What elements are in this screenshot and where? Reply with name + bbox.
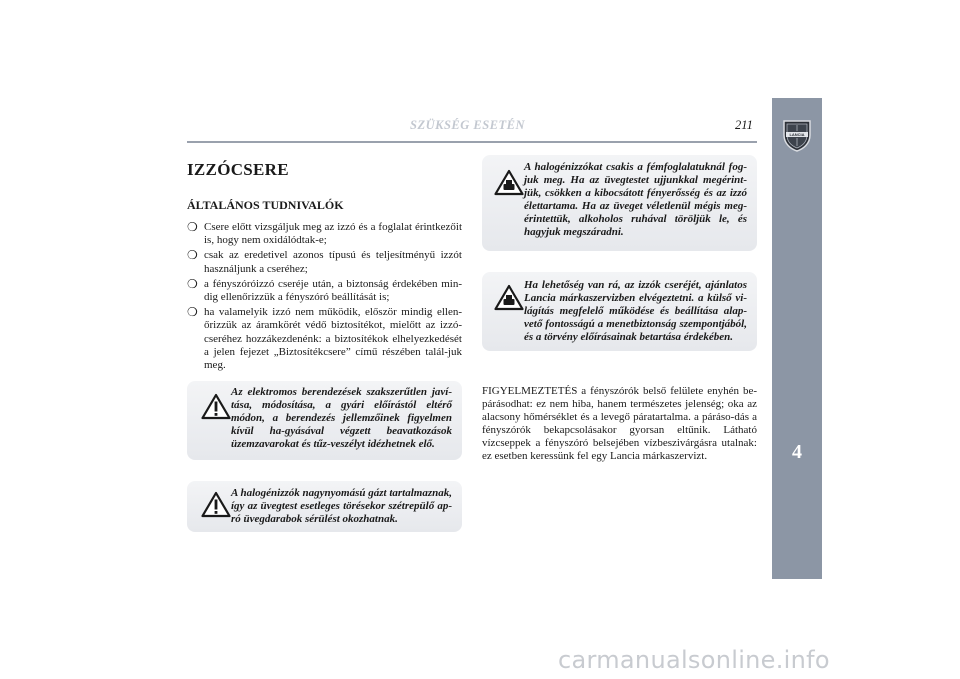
warning-box-halogen-pressure xyxy=(187,481,462,532)
warning-triangle-icon xyxy=(494,284,524,311)
left-column xyxy=(187,160,462,374)
list-item: ❍ Csere előtt vizsgáljuk meg az izzó és a foglalat érintkezőit is, hogy nem oxidálódtak-e; xyxy=(187,220,462,247)
warning-triangle-icon xyxy=(201,491,231,518)
warning-text: Az elektromos berendezések szakszerűtlen javí-tása, módosítása, a gyári előírástól eltérő módon, a berendezés jellemzőinek figyelmen kívül ha-gyásával végzett beavatkozások üzemzavarokat és tűz-veszélyt idézhetnek elő. xyxy=(231,386,452,450)
list-item: ❍ ha valamelyik izzó nem működik, először mindig ellen-őrizzük az áramkörét védő biztosítékot, mielőtt az izzó-cseréhez hozzákezdenénk: a biztosítékok elhelyezkedését a jelen fejezet „Biztosítékcsere” című részében talál-juk meg. xyxy=(187,305,462,372)
warning-triangle-icon xyxy=(494,169,524,196)
header-rule xyxy=(187,141,757,143)
lancia-shield-icon xyxy=(781,118,813,152)
page-title: IZZÓCSERE xyxy=(187,160,289,179)
circle-bullet-icon: ❍ xyxy=(187,276,198,291)
circle-bullet-icon: ❍ xyxy=(187,305,198,320)
chapter-number: 4 xyxy=(792,441,802,463)
warning-triangle-icon xyxy=(201,393,231,420)
warning-text: A halogénizzókat csakis a fémfoglalatuknál fog-juk meg. Ha az üvegtestet ujjunkkal megérint-jük, csökken a kibocsátott fényerősség és az izzó élettartama. Ha az üveget véletlenül mégis meg-érintettük, alkoholos ruhával töröljük le, és hagyjuk megszáradni. xyxy=(524,161,747,238)
warning-box-halogen-handling xyxy=(482,155,757,251)
section-title: SZÜKSÉG ESETÉN xyxy=(410,118,526,132)
bullet-list xyxy=(187,221,462,372)
warning-box-service xyxy=(482,272,757,351)
warning-box-electrical xyxy=(187,381,462,460)
list-item: ❍ a fényszóróizzó cseréje után, a biztonság érdekében min-dig ellenőrizzük a fényszóró beállítását is; xyxy=(187,276,462,304)
warning-text: Ha lehetőség van rá, az izzók cseréjét, ajánlatos Lancia márkaszervizben elvégeztetni. a külső vi-lágítás megfelelő működése és beállítása alap-vető fontosságú a menetbiztonság szempontjából, és a törvény előírásainak betartása érdekében. xyxy=(524,279,747,343)
circle-bullet-icon: ❍ xyxy=(187,248,198,263)
logo-text: LANCIA xyxy=(789,132,805,138)
fog-note: FIGYELMEZTETÉS a fényszórók belső felülete enyhén be-párásodhat: ez nem hiba, hanem természetes jelenség; oka az alacsony hőmérséklet és a levegő páratartalma. a páráso-dás a fényszórók bekapcsolásakor gyorsan eltűnik. Látható vízcseppek a fényszóró belsejében vízbeszivárgásra utalnak: ez esetben keressünk fel egy Lancia márkaszervizt. xyxy=(482,385,757,462)
chapter-sidebar xyxy=(772,98,822,579)
page-number: 211 xyxy=(735,118,753,132)
circle-bullet-icon: ❍ xyxy=(187,220,198,234)
warning-text: A halogénizzók nagynyomású gázt tartalmaznak, így az üvegtest esetleges törésekor szétrepülő ap-ró üvegdarabok sérülést okozhatnak. xyxy=(231,487,452,525)
watermark: carmanualsonline.info xyxy=(558,646,830,674)
list-item: ❍ csak az eredetivel azonos típusú és teljesítményű izzót használjunk a cseréhez; xyxy=(187,248,462,275)
section-subtitle: ÁLTALÁNOS TUDNIVALÓK xyxy=(187,198,344,212)
